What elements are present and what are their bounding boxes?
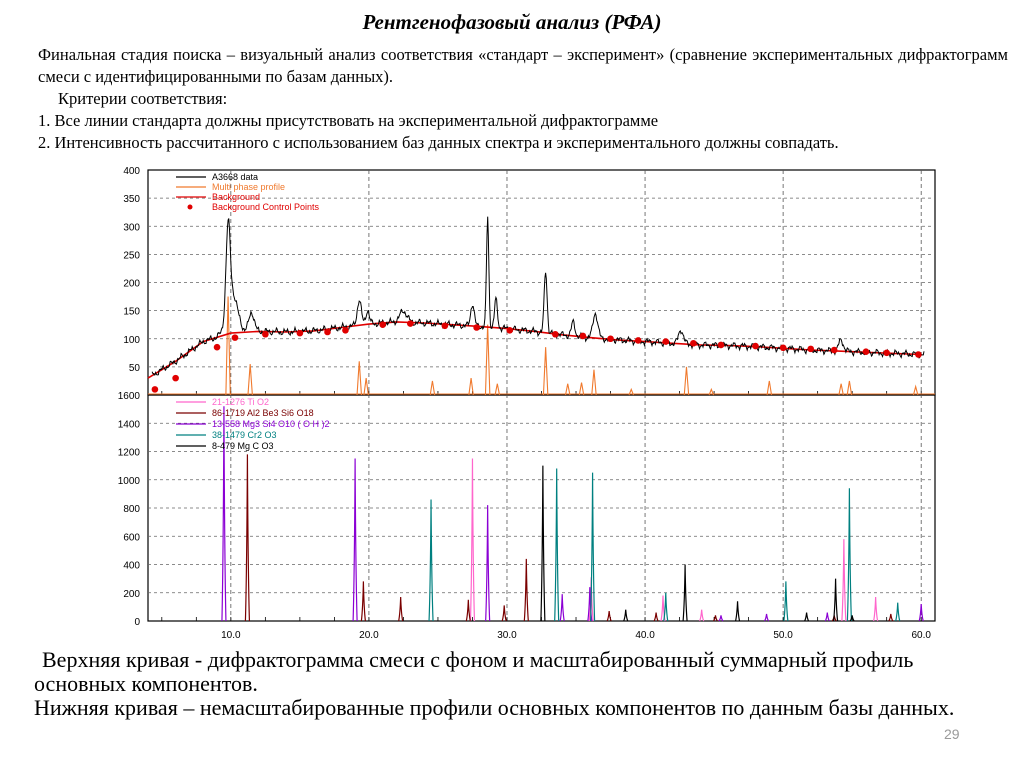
bottom-y-tick-label: 1600 [117, 391, 140, 402]
x-tick-label: 60.0 [911, 630, 931, 641]
component-peak [834, 579, 838, 621]
profile-peak [839, 384, 843, 395]
bottom-y-tick-label: 1200 [117, 447, 140, 459]
component-peak [560, 594, 564, 621]
top-y-tick-label: 150 [123, 306, 140, 318]
component-peak [591, 473, 595, 621]
component-peak [664, 593, 668, 621]
control-point [580, 333, 587, 340]
xrd-chart [0, 160, 1024, 650]
control-point [407, 320, 414, 327]
component-peak [624, 610, 628, 621]
bottom-y-tick-label: 1000 [117, 475, 140, 487]
profile-peak [364, 378, 368, 395]
bottom-y-tick-label: 400 [123, 560, 140, 572]
control-point [152, 386, 159, 393]
control-point [342, 327, 349, 334]
control-point [473, 324, 480, 331]
component-peak [353, 459, 357, 621]
caption-block [34, 648, 994, 720]
component-peak [889, 614, 893, 621]
x-tick-label: 30.0 [497, 630, 517, 641]
component-peak [466, 600, 470, 621]
caption-bottom-curve: Нижняя кривая – немасштабированные профили основных компонентов по данным базы данных. [34, 695, 955, 720]
multi-phase-profile-series [148, 297, 935, 395]
profile-peak [357, 361, 361, 395]
legend-label: A3668 data [212, 172, 259, 182]
legend-label: 38-1479 Cr2 O3 [212, 430, 277, 440]
control-point [635, 337, 642, 344]
x-tick-label: 40.0 [635, 630, 655, 641]
component-series-4 [429, 468, 900, 621]
control-point [718, 342, 725, 349]
control-point [172, 375, 179, 382]
component-peak [719, 615, 723, 621]
component-peak [825, 613, 829, 621]
component-series-1 [470, 459, 877, 621]
caption-top-curve: Верхняя кривая - дифрактограмма смеси с фоном и масштабированный суммарный профиль основных компонентов. [34, 647, 914, 696]
control-point [379, 321, 386, 328]
control-point [297, 330, 304, 337]
top-y-tick-label: 50 [128, 362, 140, 374]
bottom-y-tick-label: 600 [123, 532, 140, 544]
legend-label: 8-479 Mg C O3 [212, 441, 274, 451]
profile-peak [592, 370, 596, 395]
legend-label: Multi phase profile [212, 182, 286, 192]
component-peak [502, 605, 506, 621]
x-tick-label: 20.0 [359, 630, 379, 641]
intro-paragraph: Финальная стадия поиска – визуальный анализ соответствия «стандарт – эксперимент» (сравнение экспериментальных дифрактограмм смеси с идентифицированными по базам данных). [38, 45, 1008, 86]
bottom-y-tick-label: 800 [123, 504, 140, 515]
profile-peak [684, 367, 688, 395]
profile-peak [767, 381, 771, 395]
component-series-5 [541, 466, 854, 621]
top-y-tick-label: 400 [123, 166, 140, 177]
component-peak [736, 601, 740, 621]
control-point [552, 331, 559, 338]
profile-peak [566, 384, 570, 395]
component-peak [784, 581, 788, 621]
bottom-legend [176, 397, 330, 451]
component-peak [842, 539, 846, 621]
profile-peak [430, 381, 434, 395]
legend-label: 21-1276 Ti O2 [212, 397, 270, 407]
component-peak [361, 581, 365, 621]
intro-text-block [38, 44, 1008, 154]
criteria-title: Критерии соответствия: [58, 89, 228, 108]
component-peak [541, 466, 545, 621]
top-legend [176, 172, 320, 212]
top-y-tick-label: 250 [123, 250, 140, 262]
bottom-y-tick-label: 200 [123, 588, 140, 600]
component-series-2 [245, 454, 892, 621]
profile-peak [579, 383, 583, 395]
control-point [752, 343, 759, 350]
control-point [863, 348, 870, 355]
criterion-2: 2. Интенсивность рассчитанного с использованием баз данных спектра и экспериментального должны совпадать. [38, 133, 839, 152]
component-peak [524, 559, 528, 621]
profile-peak [226, 297, 230, 395]
component-peak [486, 505, 490, 621]
legend-label: 13-558 Mg3 Si4 O10 ( O H )2 [212, 419, 330, 429]
component-peak [700, 610, 704, 621]
x-tick-label: 10.0 [221, 630, 241, 641]
criterion-1: 1. Все линии стандарта должны присутствовать на экспериментальной дифрактограмме [38, 111, 659, 130]
profile-peak [847, 381, 851, 395]
component-peak [470, 459, 474, 621]
legend-label: Background [212, 192, 261, 202]
component-peak [765, 614, 769, 621]
profile-peak [485, 325, 489, 395]
control-point [607, 335, 614, 342]
control-point [780, 344, 787, 351]
top-y-tick-label: 100 [123, 334, 140, 346]
component-peak [245, 454, 249, 621]
page-number: 29 [944, 726, 960, 742]
profile-peak [248, 364, 252, 395]
bottom-y-tick-label: 1400 [117, 419, 140, 431]
top-y-tick-label: 300 [123, 222, 140, 234]
control-point [262, 331, 269, 338]
control-point [324, 329, 331, 336]
top-y-tick-label: 200 [123, 278, 140, 290]
control-point [214, 344, 221, 351]
profile-peak [495, 384, 499, 395]
control-point [883, 350, 890, 357]
component-peak [874, 597, 878, 621]
component-series-3 [222, 406, 923, 621]
control-point [506, 327, 513, 334]
x-tick-label: 50.0 [773, 630, 793, 641]
control-point [807, 346, 814, 353]
legend-label: 86-1719 Al2 Be3 Si6 O18 [212, 408, 314, 418]
control-point [831, 347, 838, 354]
component-peak [555, 468, 559, 621]
control-point [662, 338, 669, 345]
component-peak [896, 603, 900, 621]
slide-title: Рентгенофазовый анализ (РФА) [362, 10, 662, 34]
profile-peak [543, 347, 547, 395]
control-point [232, 334, 239, 341]
component-peak [654, 613, 658, 621]
bottom-y-tick-label: 0 [134, 617, 140, 628]
control-point [442, 323, 449, 330]
component-peak [805, 613, 809, 621]
legend-label: Background Control Points [212, 202, 320, 212]
control-point [690, 340, 697, 347]
legend-marker [188, 205, 193, 210]
component-peak [607, 611, 611, 621]
component-peak [429, 500, 433, 621]
profile-peak [469, 378, 473, 395]
data-series [152, 217, 924, 375]
top-y-tick-label: 350 [123, 194, 140, 206]
control-point [915, 351, 922, 358]
component-peak [399, 597, 403, 621]
